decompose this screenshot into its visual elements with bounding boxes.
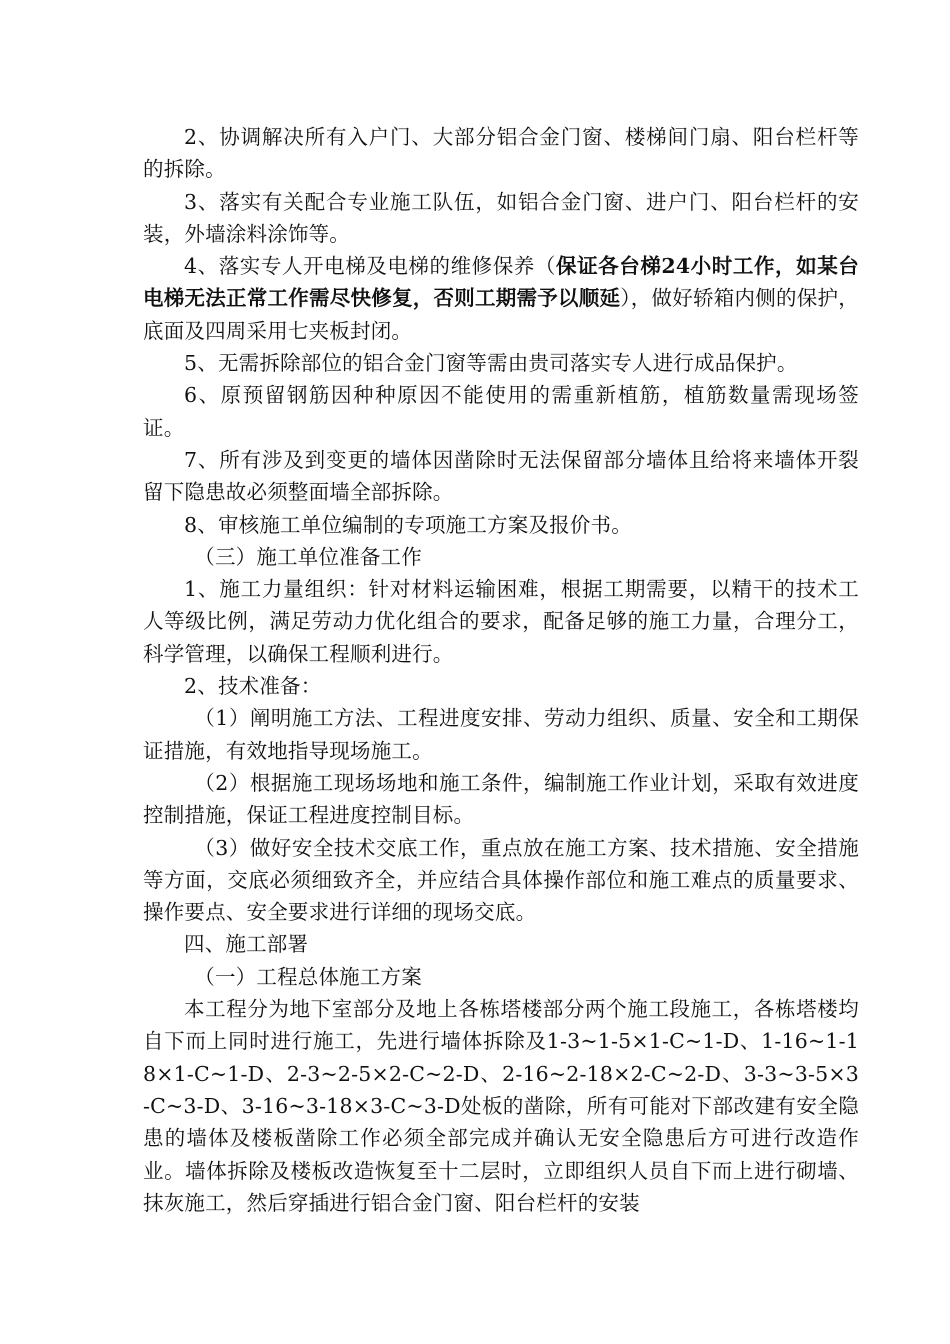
paragraph-item-2: 2、协调解决所有入户门、大部分铝合金门窗、楼梯间门扇、阳台栏杆等的拆除。	[143, 125, 859, 182]
paragraph-overall-plan-body: 本工程分为地下室部分及地上各栋塔楼部分两个施工段施工，各栋塔楼均自下而上同时进行施工，先进行墙体拆除及1-3~1-5×1-C~1-D、1-16~1-18×1-C~1-D、2-3~2-5×2-C~2-D、2-16~2-18×2-C~2-D、3-3~3-5×3-C~3-D、3-16~3-18×3-C~3-D处板的凿除，所有可能对下部改建有安全隐患的墙体及楼板凿除工作必须全部完成并确认无安全隐患后方可进行改造作业。墙体拆除及楼板改造恢复至十二层时，立即组织人员自下而上进行砌墙、抹灰施工，然后穿插进行铝合金门窗、阳台栏杆的安装	[143, 997, 859, 1215]
paragraph-item-4-bold-emphasis: 保证各台梯24小时工作，如某台电梯无法正常工作需尽快修复，否则工期需予以顺延	[143, 254, 859, 311]
paragraph-item-6: 6、原预留钢筋因种种原因不能使用的需重新植筋，植筋数量需现场签证。	[143, 383, 859, 440]
paragraph-item-5: 5、无需拆除部位的铝合金门窗等需由贵司落实专人进行成品保护。	[184, 351, 798, 376]
section-heading-contractor-prep: （三）施工单位准备工作	[194, 544, 422, 569]
paragraph-technical-prep-2: （2）根据施工现场场地和施工条件，编制施工作业计划，采取有效进度控制措施，保证工程进度控制目标。	[143, 770, 859, 828]
paragraph-item-4	[143, 250, 859, 347]
paragraph-technical-prep-3: （3）做好安全技术交底工作，重点放在施工方案、技术措施、安全措施等方面，交底必须细致齐全，并应结合具体操作部位和施工难点的质量要求、操作要点、安全要求进行详细的现场交底。	[143, 835, 859, 925]
paragraph-item-7: 7、所有涉及到变更的墙体因凿除时无法保留部分墙体且给将来墙体开裂留下隐患故必须整面墙全部拆除。	[143, 447, 859, 505]
paragraph-workforce: 1、施工力量组织：针对材料运输困难，根据工期需要，以精干的技术工人等级比例，满足劳动力优化组合的要求，配备足够的施工力量，合理分工，科学管理，以确保工程顺利进行。	[143, 577, 859, 666]
paragraph-item-4-tail: ），做好轿箱内侧的保护，底面及四周采用七夹板封闭。	[143, 286, 859, 343]
paragraph-technical-prep: 2、技术准备：	[184, 674, 322, 699]
paragraph-item-8: 8、审核施工单位编制的专项施工方案及报价书。	[184, 512, 632, 537]
paragraph-technical-prep-1: （1）阐明施工方法、工程进度安排、劳动力组织、质量、安全和工期保证措施，有效地指导现场施工。	[143, 706, 859, 763]
paragraph-item-4-lead: 4、落实专人开电梯及电梯的维修保养（	[184, 254, 557, 279]
subsection-heading-overall-plan: （一）工程总体施工方案	[194, 964, 422, 989]
document-page	[143, 121, 859, 1219]
section-heading-deployment: 四、施工部署	[184, 932, 309, 957]
paragraph-item-3: 3、落实有关配合专业施工队伍，如铝合金门窗、进户门、阳台栏杆的安装，外墙涂料涂饰等。	[143, 189, 859, 246]
